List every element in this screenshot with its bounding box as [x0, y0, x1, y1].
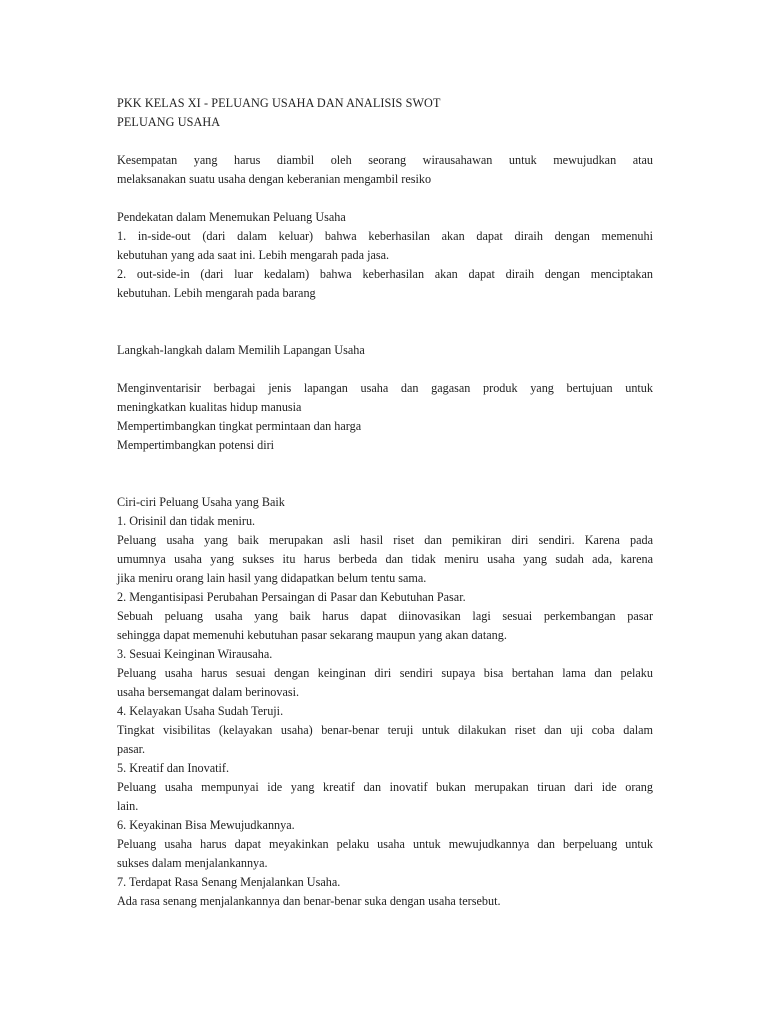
- langkah-paragraph: Menginventarisir berbagai jenis lapangan usaha dan gagasan produk yang bertujuan untuk: [117, 381, 653, 395]
- spacer: [117, 132, 653, 151]
- ciri-item-text: jika meniru orang lain hasil yang didapatkan belum tentu sama.: [117, 571, 427, 585]
- ciri-item-text: umumnya usaha yang sukses itu harus berbeda dan tidak meniru usaha yang sudah ada, karena: [117, 552, 653, 566]
- ciri-item-title: 5. Kreatif dan Inovatif.: [117, 761, 230, 775]
- pendekatan-section: [117, 208, 653, 303]
- pendekatan-item-2: 2. out-side-in (dari luar kedalam) bahwa keberhasilan akan dapat diraih dengan menciptakan: [117, 267, 653, 281]
- definition-paragraph: [117, 151, 653, 189]
- pendekatan-item-1-cont: kebutuhan yang ada saat ini. Lebih mengarah pada jasa.: [117, 248, 390, 262]
- langkah-paragraph: Mempertimbangkan tingkat permintaan dan harga: [117, 419, 362, 433]
- ciri-item-text: Sebuah peluang usaha yang baik harus dapat diinovasikan lagi sesuai perkembangan pasar: [117, 609, 653, 623]
- ciri-item-title: 3. Sesuai Keinginan Wirausaha.: [117, 647, 273, 661]
- ciri-item-text: Peluang usaha harus sesuai dengan keinginan diri sendiri supaya bisa bertahan lama dan pelaku: [117, 666, 653, 680]
- ciri-item-text: sukses dalam menjalankannya.: [117, 856, 268, 870]
- ciri-item-text: usaha bersemangat dalam berinovasi.: [117, 685, 300, 699]
- pendekatan-heading: Pendekatan dalam Menemukan Peluang Usaha: [117, 210, 346, 224]
- spacer: [117, 455, 653, 493]
- section-title-peluang-usaha: PELUANG USAHA: [117, 115, 221, 129]
- ciri-item-title: 6. Keyakinan Bisa Mewujudkannya.: [117, 818, 295, 832]
- langkah-paragraph: Mempertimbangkan potensi diri: [117, 438, 275, 452]
- langkah-section: [117, 341, 653, 455]
- spacer: [117, 189, 653, 208]
- pendekatan-item-1: 1. in-side-out (dari dalam keluar) bahwa keberhasilan akan dapat diraih dengan memenuhi: [117, 229, 653, 243]
- document-title: PKK KELAS XI - PELUANG USAHA DAN ANALISIS SWOT: [117, 96, 441, 110]
- ciri-item-title: 4. Kelayakan Usaha Sudah Teruji.: [117, 704, 284, 718]
- ciri-item-text: lain.: [117, 799, 139, 813]
- ciri-section: [117, 493, 653, 911]
- ciri-item-title: 7. Terdapat Rasa Senang Menjalankan Usaha.: [117, 875, 341, 889]
- definition-line: Kesempatan yang harus diambil oleh seorang wirausahawan untuk mewujudkan atau: [117, 153, 653, 167]
- spacer: [117, 360, 653, 379]
- pendekatan-item-2-cont: kebutuhan. Lebih mengarah pada barang: [117, 286, 316, 300]
- ciri-item-title: 2. Mengantisipasi Perubahan Persaingan di Pasar dan Kebutuhan Pasar.: [117, 590, 466, 604]
- ciri-heading: Ciri-ciri Peluang Usaha yang Baik: [117, 495, 285, 509]
- definition-line: melaksanakan suatu usaha dengan keberanian mengambil resiko: [117, 172, 432, 186]
- ciri-item-title: 1. Orisinil dan tidak meniru.: [117, 514, 256, 528]
- ciri-item-text: pasar.: [117, 742, 146, 756]
- spacer: [117, 303, 653, 341]
- ciri-item-text: sehingga dapat memenuhi kebutuhan pasar sekarang maupun yang akan datang.: [117, 628, 507, 642]
- ciri-item-text: Tingkat visibilitas (kelayakan usaha) benar-benar teruji untuk dilakukan riset dan uji coba dalam: [117, 723, 653, 737]
- langkah-heading: Langkah-langkah dalam Memilih Lapangan Usaha: [117, 343, 365, 357]
- ciri-item-text: Ada rasa senang menjalankannya dan benar-benar suka dengan usaha tersebut.: [117, 894, 501, 908]
- langkah-paragraph-cont: meningkatkan kualitas hidup manusia: [117, 400, 302, 414]
- ciri-item-text: Peluang usaha mempunyai ide yang kreatif dan inovatif bukan merupakan tiruan dari ide orang: [117, 780, 653, 794]
- ciri-item-text: Peluang usaha harus dapat meyakinkan pelaku usaha untuk mewujudkannya dan berpeluang untuk: [117, 837, 653, 851]
- ciri-item-text: Peluang usaha yang baik merupakan asli hasil riset dan pemikiran diri sendiri. Karena pada: [117, 533, 653, 547]
